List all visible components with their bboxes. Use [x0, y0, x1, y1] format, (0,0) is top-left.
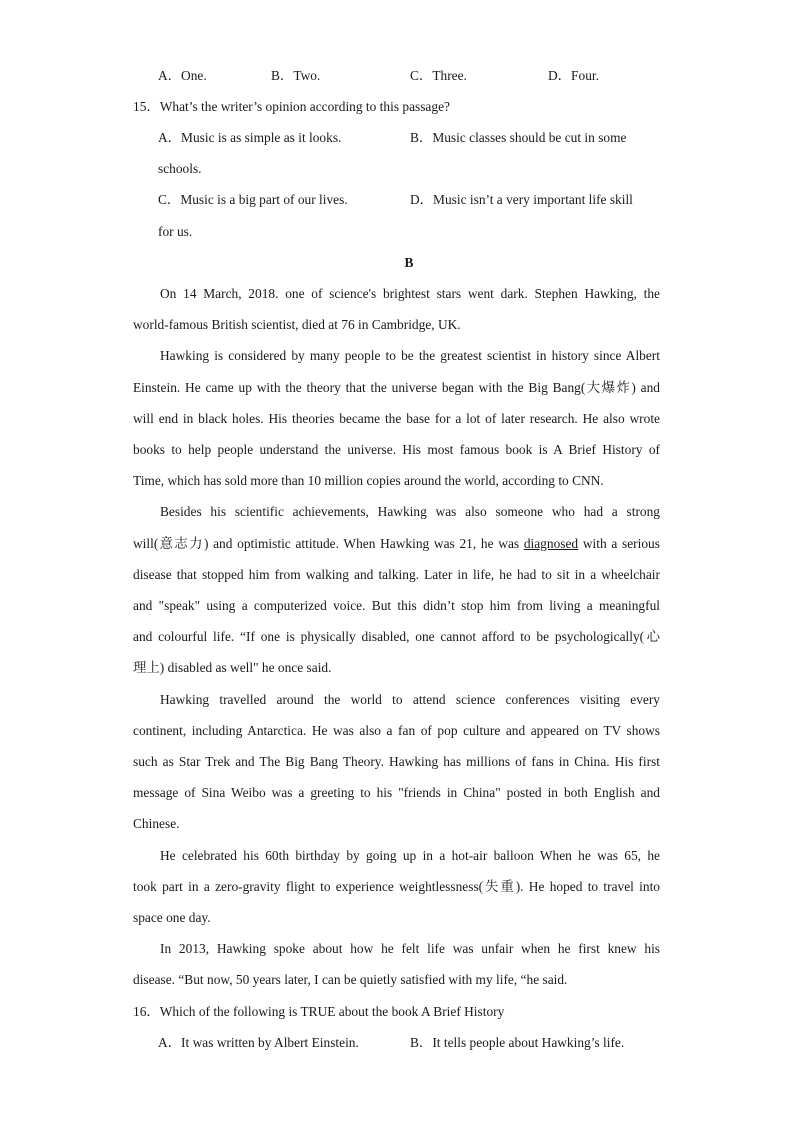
passage-p3-line1: Besides his scientific achievements, Hawking was also someone who had a strong: [160, 504, 660, 519]
q15-option-b-line2: schools.: [158, 161, 202, 176]
passage-p4-line5: Chinese.: [133, 816, 180, 831]
section-title: B: [404, 255, 414, 270]
passage-p2-line1: Hawking is considered by many people to be the greatest scientist in history since Albert: [160, 348, 660, 363]
q15-option-b-line1: B．Music classes should be cut in some: [410, 130, 627, 145]
passage-p6-line2: disease. “But now, 50 years later, I can be quietly satisfied with my life, “he said.: [133, 972, 568, 987]
q15-option-c: C．Music is a big part of our lives.: [158, 192, 348, 207]
q15-option-d-line1: D．Music isn’t a very important life skill: [410, 192, 633, 207]
passage-p3-line5: and colourful life. “If one is physically disabled, one cannot afford to be psychologically(心: [133, 629, 660, 644]
q16-stem: 16．Which of the following is TRUE about the book A Brief History: [133, 1004, 505, 1019]
passage-p5-line2: took part in a zero-gravity flight to experience weightlessness(失重). He hoped to travel into: [133, 879, 660, 894]
passage-p2-line4: books to help people understand the universe. His most famous book is A Brief History of: [133, 442, 660, 457]
passage-p3-line2-end: with a serious: [582, 536, 660, 551]
passage-p5-line3: space one day.: [133, 910, 211, 925]
q15-option-a: A．Music is as simple as it looks.: [158, 130, 342, 145]
passage-p2-line2: Einstein. He came up with the theory that the universe began with the Big Bang(大爆炸) and: [133, 380, 660, 395]
q14-option-b: B．Two.: [271, 68, 321, 83]
passage-p1-line1: On 14 March, 2018. one of science's brightest stars went dark. Stephen Hawking, the: [160, 286, 660, 301]
q14-option-d: D．Four.: [548, 68, 599, 83]
passage-p4-line1: Hawking travelled around the world to attend science conferences visiting every: [160, 692, 660, 707]
underlined-word-diagnosed: diagnosed: [523, 536, 579, 551]
q15-option-d-line2: for us.: [158, 224, 193, 239]
q15-stem: 15．What’s the writer’s opinion according to this passage?: [133, 99, 450, 114]
passage-p3-line3: disease that stopped him from walking and talking. Later in life, he had to sit in a wheelchair: [133, 567, 660, 582]
passage-p2-line3: will end in black holes. His theories became the base for a lot of later research. He also wrote: [133, 411, 660, 426]
q16-option-a: A．It was written by Albert Einstein.: [158, 1035, 359, 1050]
passage-p2-line5: Time, which has sold more than 10 million copies around the world, according to CNN.: [133, 473, 604, 488]
passage-p5-line1: He celebrated his 60th birthday by going up in a hot-air balloon When he was 65, he: [160, 848, 660, 863]
passage-p6-line1: In 2013, Hawking spoke about how he felt life was unfair when he first knew his: [160, 941, 660, 956]
passage-p3-line6: 理上) disabled as well" he once said.: [133, 660, 332, 675]
passage-p4-line2: continent, including Antarctica. He was also a fan of pop culture and appeared on TV shows: [133, 723, 660, 738]
passage-p3-line2: [133, 535, 660, 553]
q14-option-a: A．One.: [158, 68, 207, 83]
q16-option-b: B．It tells people about Hawking’s life.: [410, 1035, 625, 1050]
q14-option-c: C．Three.: [410, 68, 467, 83]
passage-p3-line4: and "speak" using a computerized voice. But this didn’t stop him from living a meaningful: [133, 598, 660, 613]
passage-p4-line3: such as Star Trek and The Big Bang Theory. Hawking has millions of fans in China. His first: [133, 754, 660, 769]
passage-p3-line2-start: will(意志力) and optimistic attitude. When Hawking was 21, he was: [133, 536, 520, 551]
passage-p4-line4: message of Sina Weibo was a greeting to his "friends in China" posted in both English and: [133, 785, 660, 800]
passage-p1-line2: world-famous British scientist, died at 76 in Cambridge, UK.: [133, 317, 461, 332]
